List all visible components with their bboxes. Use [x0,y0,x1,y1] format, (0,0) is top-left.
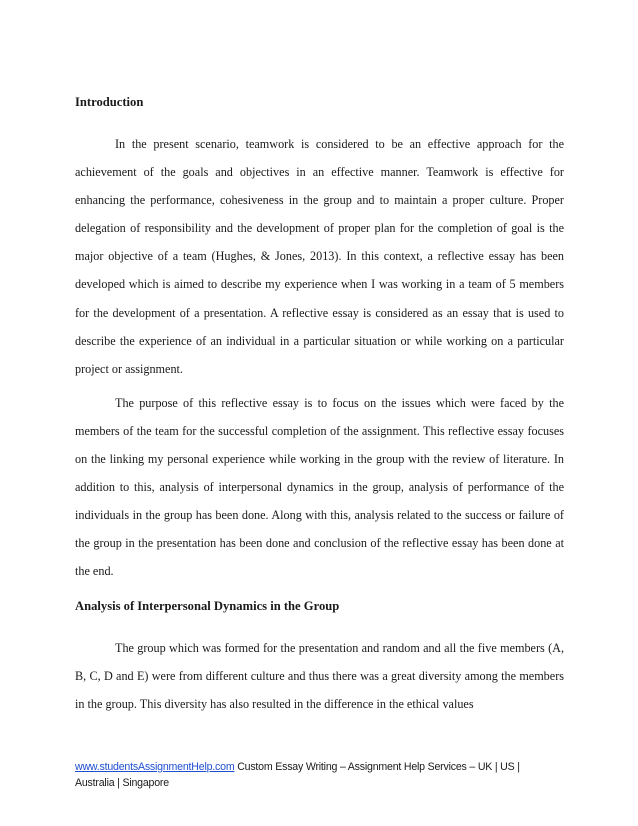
spacer [75,112,564,130]
document-body [75,88,564,718]
paragraph-interpersonal-dynamics-1: The group which was formed for the presentation and random and all the five members (A, B, C, D and E) were from different culture and thus there was a great diversity among the members in the group. This diversity has also resulted in the difference in the ethical values [75,640,564,711]
paragraph-introduction-2: The purpose of this reflective essay is to focus on the issues which were faced by the members of the team for the successful completion of the assignment. This reflective essay focuses on the linking my personal experience while working in the group with the review of literature. In addition to this, analysis of interpersonal dynamics in the group, analysis of performance of the individuals in the group has been done. Along with this, analysis related to the success or failure of the group in the presentation has been done and conclusion of the reflective essay has been done at the end. [75,395,564,579]
paragraph-introduction-1: In the present scenario, teamwork is considered to be an effective approach for the achievement of the goals and objectives in an effective manner. Teamwork is effective for enhancing the performance, cohesiveness in the group and to maintain a proper culture. Proper delegation of responsibility and the development of proper plan for the completion of goal is the major objective of a team (Hughes, & Jones, 2013). In this context, a reflective essay has been developed which is aimed to describe my experience when I was working in a team of 5 members for the development of a presentation. A reflective essay is considered as an essay that is used to describe the experience of an individual in a particular situation or while working on a particular project or assignment. [75,137,564,376]
page-footer [75,759,555,791]
spacer [75,586,564,596]
footer-text: Custom Essay Writing – Assignment Help Services – UK | US | Australia | Singapore [75,761,520,789]
section-heading-interpersonal-dynamics: Analysis of Interpersonal Dynamics in the Group [75,598,340,613]
spacer [75,616,564,634]
section-heading-introduction: Introduction [75,95,144,109]
footer-website-link[interactable]: www.studentsAssignmentHelp.com [75,761,235,773]
